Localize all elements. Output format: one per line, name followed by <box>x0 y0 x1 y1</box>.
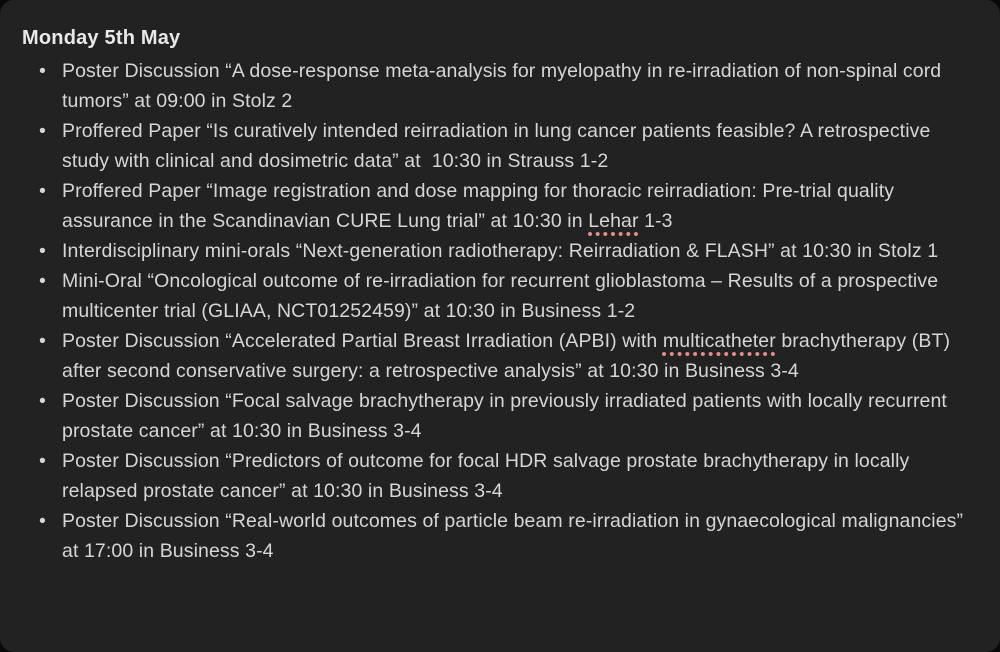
bullet-icon: • <box>39 390 46 412</box>
schedule-item <box>22 176 978 236</box>
bullet-icon: • <box>39 120 46 142</box>
misspelled-word[interactable]: Lehar <box>588 210 639 232</box>
session-text[interactable]: Proffered Paper “Image registration and dose mapping for thoracic reirradiation: Pre-trial quality assurance in the Scandinavian CURE Lung trial” at 10:30 in <box>62 180 900 232</box>
bullet-icon: • <box>39 510 46 532</box>
session-text[interactable]: 1-3 <box>638 210 673 232</box>
session-text[interactable]: Poster Discussion “Focal salvage brachytherapy in previously irradiated patients with locally recurrent prostate cancer” at 10:30 in Business 3-4 <box>62 390 953 442</box>
bullet-icon: • <box>39 270 46 292</box>
session-text[interactable]: Poster Discussion “Predictors of outcome for focal HDR salvage prostate brachytherapy in locally relapsed prostate cancer” at 10:30 in Business 3-4 <box>62 450 915 502</box>
session-text[interactable]: Poster Discussion “Accelerated Partial Breast Irradiation (APBI) with <box>62 330 663 352</box>
bullet-icon: • <box>39 240 46 262</box>
session-text[interactable]: Poster Discussion “Real-world outcomes of particle beam re-irradiation in gynaecological malignancies” at 17:00 in Business 3-4 <box>62 510 969 562</box>
bullet-icon: • <box>39 450 46 472</box>
schedule-item <box>22 236 978 266</box>
schedule-item <box>22 386 978 446</box>
session-text[interactable]: Poster Discussion “A dose-response meta-analysis for myelopathy in re-irradiation of non-spinal cord tumors” at 09:00 in Stolz 2 <box>62 60 947 112</box>
schedule-item <box>22 506 978 566</box>
session-text[interactable]: Interdisciplinary mini-orals “Next-generation radiotherapy: Reirradiation & FLASH” at 10:30 in Stolz 1 <box>62 240 939 262</box>
misspelled-word[interactable]: multicatheter <box>662 330 776 352</box>
schedule-item <box>22 326 978 386</box>
schedule-item <box>22 446 978 506</box>
date-heading[interactable]: Monday 5th May <box>22 27 181 49</box>
schedule-item <box>22 266 978 326</box>
schedule-item <box>22 116 978 176</box>
bullet-icon: • <box>39 330 46 352</box>
bullet-icon: • <box>39 180 46 202</box>
schedule-list <box>22 56 978 566</box>
bullet-icon: • <box>39 60 46 82</box>
schedule-item <box>22 56 978 116</box>
session-text[interactable]: Proffered Paper “Is curatively intended reirradiation in lung cancer patients feasible? A retrospective study with clinical and dosimetric data” at 10:30 in Strauss 1-2 <box>62 120 936 172</box>
session-text[interactable]: brachytherapy (BT) after second conservative surgery: a retrospective analysis” at 10:30 in Business 3-4 <box>62 330 956 382</box>
session-text[interactable]: Mini-Oral “Oncological outcome of re-irradiation for recurrent glioblastoma – Results of a prospective multicenter trial (GLIAA, NCT01252459)” at 10:30 in Business 1-2 <box>62 270 944 322</box>
